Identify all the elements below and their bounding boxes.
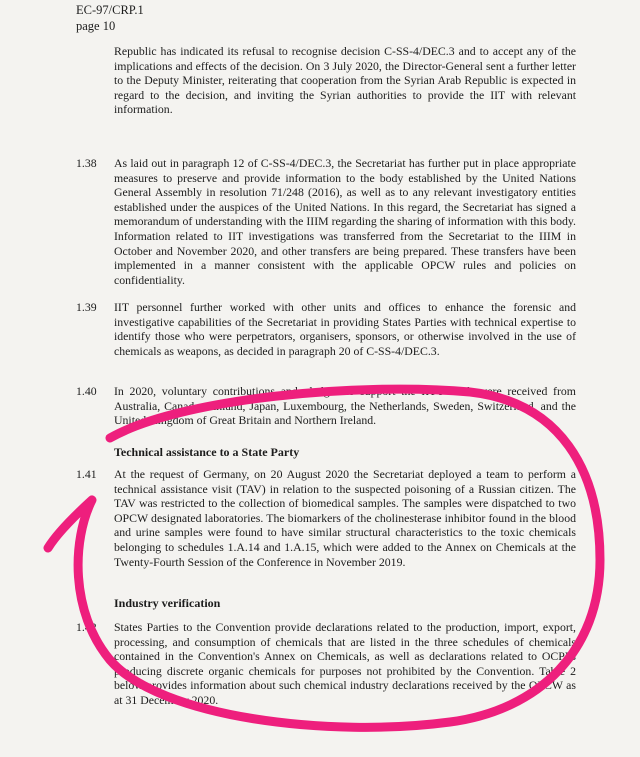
page-header (76, 2, 144, 34)
paragraph-number: 1.38 (76, 156, 97, 170)
document-code: EC-97/CRP.1 (76, 3, 144, 17)
section-heading-technical-assistance: Technical assistance to a State Party (114, 445, 300, 459)
paragraph-1-38 (76, 156, 576, 287)
paragraph-number: 1.39 (76, 300, 97, 314)
paragraph-text: Republic has indicated its refusal to recognise decision C-SS-4/DEC.3 and to accept any of the implications and effects of the decision. On 3 July 2020, the Director-General sent a further letter to the Deputy Minister, reiterating that cooperation from the Syrian Arab Republic is expected in regard to the decision, and inviting the Syrian authorities to provide the IIT with relevant information. (114, 44, 576, 117)
paragraph-1-39 (76, 300, 576, 358)
paragraph-text: As laid out in paragraph 12 of C-SS-4/DEC.3, the Secretariat has further put in place appropriate measures to preserve and provide information to the body established by the United Nations General Assembly in resolution 71/248 (2016), as well as to any relevant investigatory entities established under the auspices of the United Nations. In this regard, the Secretariat has signed a memorandum of understanding with the IIIM regarding the sharing of information with this body. Information related to IIT investigations was transferred from the Secretariat to the IIIM in October and November 2020, and other transfers are being prepared. These transfers have been implemented in a manner consistent with the applicable OPCW rules and policies on confidentiality. (114, 156, 576, 287)
paragraph-text: IIT personnel further worked with other units and offices to enhance the forensic and investigative capabilities of the Secretariat in providing States Parties with technical expertise to identify those who were perpetrators, organisers, sponsors, or otherwise involved in the use of chemicals as weapons, as decided in paragraph 20 of C-SS-4/DEC.3. (114, 300, 576, 358)
paragraph-1-40 (76, 384, 576, 428)
paragraph-number: 1.41 (76, 467, 97, 481)
page-number: page 10 (76, 19, 116, 33)
paragraph-text: In 2020, voluntary contributions and pledges to support the IIT's work were received from Australia, Canada, Finland, Japan, Luxembourg, the Netherlands, Sweden, Switzerland, and the United Kingdom of Great Britain and Northern Ireland. (114, 384, 576, 428)
paragraph-1-42 (76, 620, 576, 708)
paragraph-text: States Parties to the Convention provide declarations related to the production, import, export, processing, and consumption of chemicals that are listed in the three schedules of chemicals contained in the Convention's Annex on Chemicals, as well as declarations related to OCPFs producing discrete organic chemicals for purposes not prohibited by the Convention. Table 2 below provides information about such chemical industry declarations received by the OPCW as at 31 December 2020. (114, 620, 576, 707)
paragraph-text: At the request of Germany, on 20 August 2020 the Secretariat deployed a team to perform a technical assistance visit (TAV) in relation to the suspected poisoning of a Russian citizen. The TAV was restricted to the collection of biomedical samples. The samples were dispatched to two OPCW designated laboratories. The biomarkers of the cholinesterase inhibitor found in the blood and urine samples were found to have similar structural characteristics to the toxic chemicals belonging to schedules 1.A.14 and 1.A.15, which were added to the Annex on Chemicals at the Twenty-Fourth Session of the Conference in November 2019. (114, 467, 576, 569)
paragraph-1-41 (76, 467, 576, 569)
section-heading-industry-verification: Industry verification (114, 596, 221, 610)
paragraph-number: 1.40 (76, 384, 97, 398)
paragraph-continued (76, 44, 576, 117)
paragraph-number: 1.42 (76, 620, 97, 634)
